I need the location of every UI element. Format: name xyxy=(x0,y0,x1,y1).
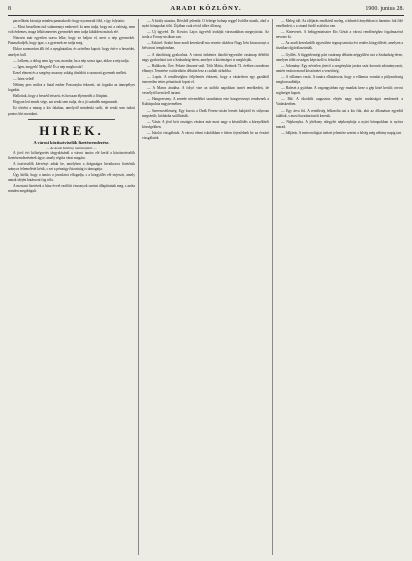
news-item: — Adomány. Egy névtelen jótevő a szegényház javára száz koronát adományozott, amiért ezúton mond köszönetet a vezetőség. xyxy=(276,63,403,73)
article-paragraph: Nincsen már egyetlen szava lelke, hogy ez haljon el, mert a nép gyermekét. Panaszkodjék, hogy igaz, s a gyermek ne tudja meg. xyxy=(8,36,135,46)
news-item: — Meleg idő. Az időjárás rendkívül meleg, a hőmérő árnyékban is harminc fok fölé emelkedett, s a strand fürdő zsúfolva van. xyxy=(276,19,403,29)
news-item: — A király utazása. Bécsből jelentik: Ő felsége holnap reggel Ischlbe utazik, ahol a nyári hónapokat tölti. Útjában csak rövid időre áll meg. xyxy=(142,19,269,29)
news-item: — Vásár. A jövő heti országos vásárra már most nagy a készülődés a környékbeli községekben. xyxy=(142,119,269,129)
section-heading-hirek: HIREK. xyxy=(39,122,104,138)
article-paragraph: — Igen, megyek! Megyek! És a nép megbocsát! xyxy=(13,64,83,69)
news-item: — A tűzoltóság gyakorlata. A városi önkéntes tűzoltó-egyesület vasárnap délelőtt nagy gyakorlatot tart a Szabadság-téren, amelyre a közönséget is meghívják. xyxy=(142,52,269,62)
article-paragraph: Ekkor szomorúan állt fel a nyughatatlan, és szívéhez kapott: hogy érti-e a beszédet, amelyet hall. xyxy=(8,47,135,57)
article-paragraph: A mostani fizetések a húsz évvel ezelőtti viszonyok szerint állapíttattak meg, s azóta minden megdrágult. xyxy=(8,184,135,194)
article-paragraph: A tisztviselők kérvényt adtak be, amelyben a drágaságra hivatkozva fizetésük arányos felemelését kérik, s ezt a pénzügyi bizottság is támogatja. xyxy=(8,161,135,171)
news-item: — A villamos vasút. A tanács elhatározta, hogy a villamos vonalat a pályaudvarig meghosszabbítja. xyxy=(276,74,403,85)
news-item: — Az aradi kereskedők egyesülete tegnap tartotta évi rendes közgyűlését, amelyen a tisztikart újjáválasztották. xyxy=(276,41,403,51)
news-item: — Gyűlés. A függetlenségi párt vasárnap délután népgyűlést tart a Szabadság-téren, amelyen több országos képviselő is felszólal. xyxy=(276,52,403,62)
news-item: — Szerencsétlenség. Egy kocsis a Deák Ferenc-utcán leesett bakjáról és súlyosan megsérült; kórházba szállították. xyxy=(142,108,269,118)
news-item: — Halálozás. Özv. Fekete Jánosné szül. Tóth Mária, életének 72. évében csendesen elhunyt. Temetése csütörtökön délután lesz a családi sírboltba. xyxy=(142,63,269,73)
news-item: — Lopás. A rendőrséghez feljelentés érkezett, hogy a vásártéren egy gazdától ismeretlen tettes pénztárcát lopott el. xyxy=(142,74,269,85)
news-item: — Időjárás. A meteorológiai intézet jelentése szerint a hőség még néhány napig tart. xyxy=(281,130,402,135)
news-item: — Hangverseny. A zenede növendékei szombaton este hangversenyt rendeznek a Kultúrpalota nagytermében. xyxy=(142,97,269,107)
news-item: — Uj ügyvéd. Dr. Kovács Lajos ügyvédi irodáját városunkban megnyitotta. Az iroda a Forray-utcában van. xyxy=(142,30,269,40)
news-item: — A Maros áradása. A folyó vize az utóbbi napokban ismét emelkedett, de veszélytől nem kell tartani. xyxy=(142,86,269,96)
news-item: — Kinevezés. A belügyminiszter Kis Gézát a városi rendőrséghez fogalmazóvá nevezte ki. xyxy=(276,30,403,40)
article-paragraph: Néhány perc múlva a fiatal ember Pozsonyba érkezett, ott fogadta az ünnepélyes fogadás. xyxy=(8,83,135,93)
news-item: — Iskolai vizsgálatok. A városi elemi iskolákban e héten fejeződnek be az évzáró vizsgálatok. xyxy=(142,130,269,140)
page-number: 8 xyxy=(8,6,11,12)
column-3 xyxy=(276,19,403,555)
article-paragraph: Hallottuk, hogy a beszéd tetszett, és hosszan éljenezték a főispánt. xyxy=(13,94,109,99)
column-separator xyxy=(272,19,273,555)
article-paragraph: — Most beszéltem tud valamennyi emberrel: ki nem tudja, hogy mi a valóság, nem volt érdemes, maga lelkiismeretes gyermekét nem tudja kiküldeni mások elé. xyxy=(8,25,135,35)
news-item: — Egy árva fiú. A rendőrség felkarolta azt a kis fiút, akit az állomáson egyedül találtak, s most hozzátartozóit keresik. xyxy=(276,108,403,118)
article-paragraph: — Lelkem, a dolog nem így van, mondta; ha a nép szava igaz, akkor a nép tudja. xyxy=(13,58,130,63)
article-paragraph: Ezzel elment és a szegény asszony sokáig tűnődött a szomorú gyermek mellett. xyxy=(13,70,127,75)
news-item: — Esküvő. Szabó Imre aradi kereskedő ma vezette oltárhoz Nagy Irén kisasszonyt a belvárosi templomban. xyxy=(142,41,269,51)
header-rule xyxy=(8,15,404,16)
issue-date: 1900. junius 28. xyxy=(365,6,404,12)
article-paragraph: — Isten veled! xyxy=(13,76,35,81)
column-2 xyxy=(142,19,269,555)
article-source-note: — Az Aradi Közlöny tudósítójától. — xyxy=(46,145,97,150)
column-1 xyxy=(8,19,135,555)
news-item: — Bál. A tűzoltók augusztus elején nagy nyári mulatságot rendeznek a Vadaskertben. xyxy=(276,97,403,107)
news-item: — Népkonyha. A jótékony nőegylet népkonyhája a nyári hónapokban is nyitva marad. xyxy=(276,119,403,129)
section-divider xyxy=(28,119,115,120)
article-paragraph: Hogyan lett ennek vége, azt senki sem tudja, de a jó szándék megmaradt. xyxy=(13,100,119,105)
article-paragraph: parcellázás kiosztja minden panaszkodó: hogy nyomorult föld, s így folytatta: xyxy=(13,19,125,23)
column-separator xyxy=(138,19,139,555)
article-paragraph: A jövő évi költségvetés tárgyalásánál a városi tanács elé kerül a köztisztviselők fizetésrendezésének ügye, amely régóta várat magára. xyxy=(8,150,135,160)
article-paragraph: Ez történt a minap a kis faluban, amelyről mindenki szólt, de senki sem tudott pontos hírt mondani. xyxy=(8,106,135,116)
article-subheading: A városi köztisztviselők fizetésrendezése. xyxy=(33,139,110,145)
news-item: — Baleset a gyárban. A vagongyárban egy munkás keze a gép közé került; orvosi segítséget kapott. xyxy=(276,86,403,96)
newspaper-title: ARADI KÖZLÖNY. xyxy=(170,5,242,12)
article-paragraph: Úgy hírlik, hogy a tanács a javaslatot elfogadja, s a közgyűlés elé terjeszti, amely annak idején határozni fog róla. xyxy=(8,172,135,183)
